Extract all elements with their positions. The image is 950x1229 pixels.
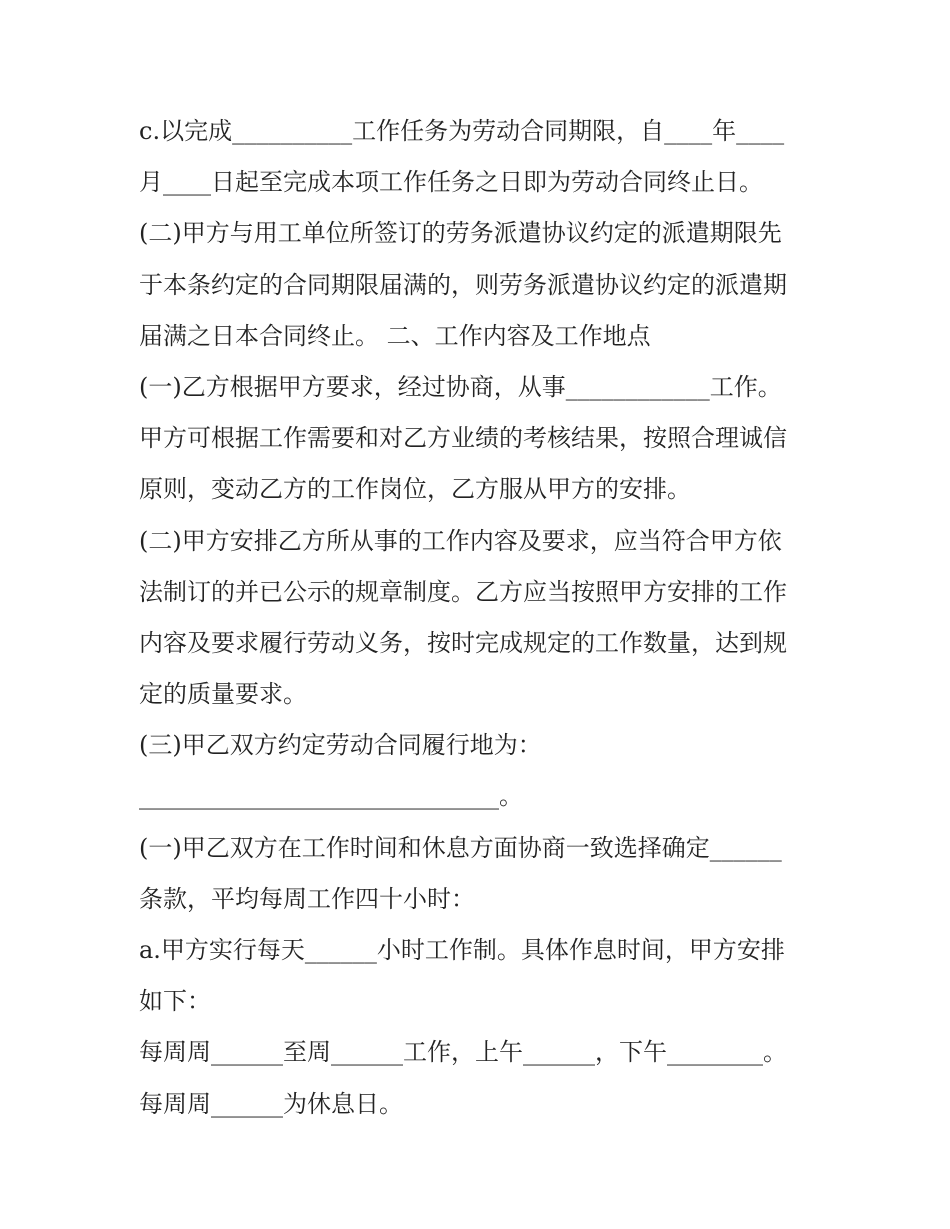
text-line: 每周周______为休息日。 bbox=[139, 1089, 403, 1118]
text-line: 届满之日本合同终止。 二、工作内容及工作地点 bbox=[139, 321, 651, 350]
text-line: (三)甲乙双方约定劳动合同履行地为： bbox=[139, 731, 542, 760]
text-line: 法制订的并已公示的规章制度。乙方应当按照甲方安排的工作 bbox=[139, 577, 787, 606]
document-body bbox=[139, 106, 819, 1130]
text-line: ______________________________。 bbox=[139, 782, 523, 811]
text-line: 于本条约定的合同期限届满的，则劳务派遣协议约定的派遣期 bbox=[139, 270, 787, 299]
text-line: 内容及要求履行劳动义务，按时完成规定的工作数量，达到规 bbox=[139, 628, 787, 657]
text-line: a.甲方实行每天______小时工作制。具体作息时间，甲方安排 bbox=[139, 936, 785, 964]
text-line: (二)甲方安排乙方所从事的工作内容及要求，应当符合甲方依 bbox=[139, 526, 782, 555]
text-line: 原则，变动乙方的工作岗位，乙方服从甲方的安排。 bbox=[139, 475, 691, 504]
text-line: 如下： bbox=[139, 987, 211, 1016]
text-line: (一)乙方根据甲方要求，经过协商，从事____________工作。 bbox=[139, 372, 782, 401]
text-line: c.以完成__________工作任务为劳动合同期限，自____年____ bbox=[139, 117, 785, 145]
text-line: 甲方可根据工作需要和对乙方业绩的考核结果，按照合理诚信 bbox=[139, 424, 787, 453]
text-line: 每周周______至周______工作，上午______，下午________。 bbox=[139, 1038, 787, 1067]
text-line: (一)甲乙双方在工作时间和休息方面协商一致选择确定______ bbox=[139, 833, 782, 862]
text-line: 定的质量要求。 bbox=[139, 680, 307, 709]
text-line: 条款，平均每周工作四十小时： bbox=[139, 884, 475, 913]
text-line: 月____日起至完成本项工作任务之日即为劳动合同终止日。 bbox=[139, 168, 763, 197]
text-line: (二)甲方与用工单位所签订的劳务派遣协议约定的派遣期限先 bbox=[139, 219, 782, 248]
